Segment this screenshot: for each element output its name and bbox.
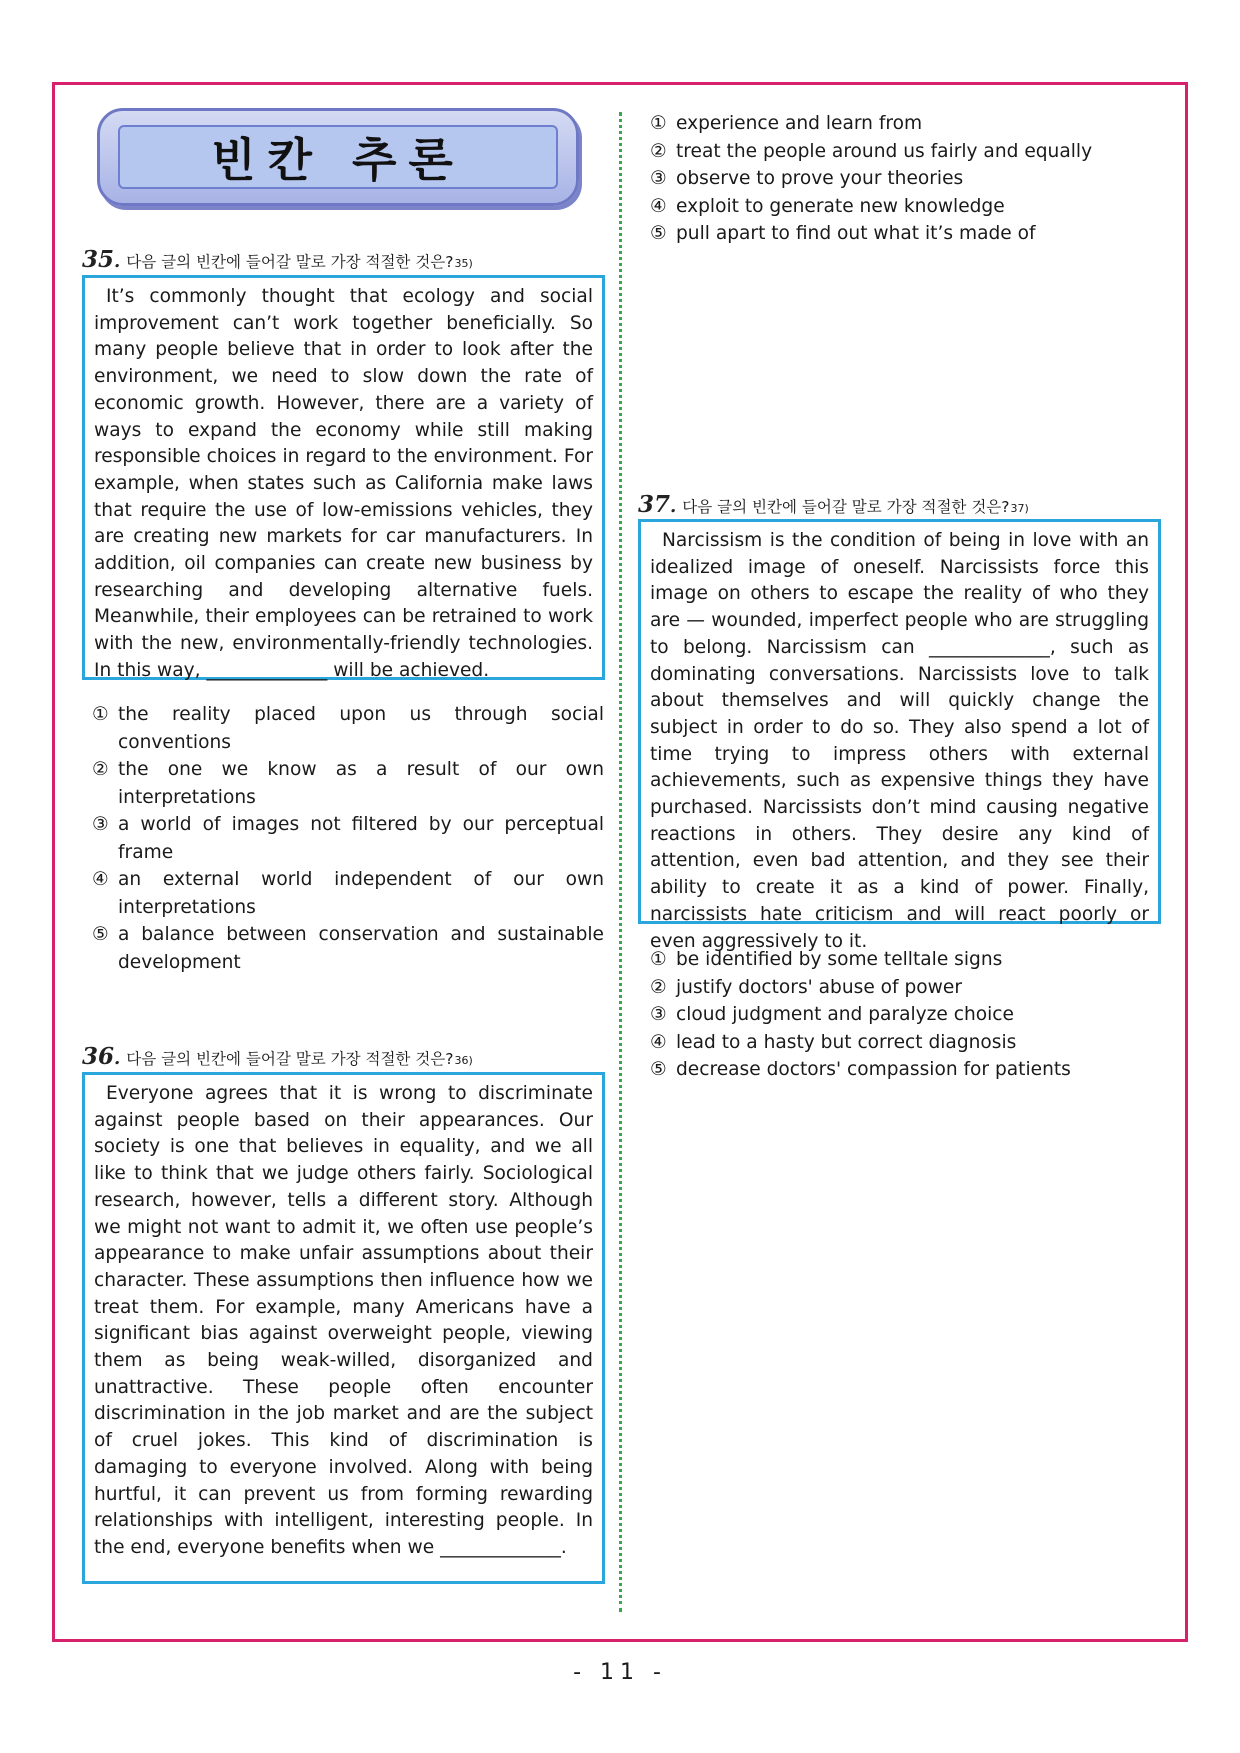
question-35-choices bbox=[92, 701, 604, 976]
choice-item[interactable] bbox=[92, 701, 604, 756]
choice-number: ③ bbox=[650, 168, 667, 189]
question-37-number: 37. bbox=[638, 491, 677, 518]
choice-text: cloud judgment and paralyze choice bbox=[676, 1004, 1014, 1025]
choice-number: ① bbox=[92, 704, 109, 725]
choice-number: ① bbox=[650, 113, 667, 134]
question-35-passage: It’s commonly thought that ecology and social improvement can’t work together beneficially. So many people believe that in order to look after the environment, we need to slow down the rate of economic growth. However, there are a variety of ways to expand the economy while still making responsible choices in regard to the environment. For example, when states such as California make laws that require the use of low-emissions vehicles, they are creating new markets for car manufacturers. In addition, oil companies can create new business by researching and developing alternative fuels. Meanwhile, their employees can be retrained to work with the new, environmentally-friendly technologies. In this way, _____________ will be achieved. bbox=[94, 286, 593, 681]
choice-item[interactable] bbox=[92, 866, 604, 921]
question-36-footnote: 36) bbox=[454, 1054, 473, 1067]
section-title-plate bbox=[118, 125, 558, 189]
choice-text: pull apart to find out what it’s made of bbox=[676, 223, 1036, 244]
question-36-header bbox=[82, 1043, 473, 1070]
choice-item[interactable] bbox=[650, 1056, 1150, 1084]
choice-text: treat the people around us fairly and equally bbox=[676, 140, 1093, 162]
choice-text: an external world independent of our own interpretations bbox=[118, 869, 604, 918]
choice-item[interactable] bbox=[650, 974, 1150, 1002]
choice-text: experience and learn from bbox=[676, 113, 923, 134]
page-number: - 11 - bbox=[573, 1660, 667, 1685]
choice-text: justify doctors' abuse of power bbox=[676, 976, 962, 998]
question-36-passage: Everyone agrees that it is wrong to discriminate against people based on their appearances. Our society is one that believes in equality, and we all like to think that we judge others fairly. Sociological research, however, tells a different story. Although we might not want to admit it, we often use people’s appearance to make unfair assumptions about their character. These assumptions then influence how we treat them. For example, many Americans have a significant bias against overweight people, viewing them as being weak-willed, disorganized and unattractive. These people often encounter discrimination in the job market and are the subject of cruel jokes. This kind of discrimination is damaging to everyone involved. Along with being hurtful, it can prevent us from forming rewarding relationships with intelligent, interesting people. In the end, everyone benefits when we _____________. bbox=[94, 1083, 593, 1558]
question-35-passage-box bbox=[82, 275, 605, 680]
choice-text: the reality placed upon us through social conventions bbox=[118, 704, 604, 753]
choice-item[interactable] bbox=[92, 811, 604, 866]
choice-number: ② bbox=[92, 759, 109, 780]
choice-item[interactable] bbox=[650, 193, 1150, 221]
choice-number: ② bbox=[650, 140, 667, 162]
choice-item[interactable] bbox=[650, 165, 1150, 193]
question-35-number: 35. bbox=[82, 246, 121, 273]
question-37-footnote: 37) bbox=[1010, 502, 1029, 515]
choice-text: the one we know as a result of our own interpretations bbox=[118, 759, 604, 808]
question-37-passage: Narcissism is the condition of being in love with an idealized image of oneself. Narcissists force this image on others to escape the reality of who they are — wounded, imperfect people who are struggling to belong. Narcissism can _____________, such as dominating conversations. Narcissists love to talk about themselves and will quickly change the subject in order to do so. They also spend a lot of time trying to impress others with external achievements, such as expensive things they have purchased. Narcissists don’t mind causing negative reactions in others. They desire any kind of attention, even bad attention, and they see their ability to create it as a kind of power. Finally, narcissists hate criticism and will react poorly or even aggressively to it. bbox=[650, 530, 1149, 952]
choice-number: ④ bbox=[650, 195, 667, 217]
question-35-prompt: 다음 글의 빈칸에 들어갈 말로 가장 적절한 것은? bbox=[126, 253, 454, 271]
question-36-choices bbox=[650, 110, 1150, 248]
choice-item[interactable] bbox=[650, 220, 1150, 248]
choice-number: ④ bbox=[650, 1031, 667, 1053]
choice-item[interactable] bbox=[92, 756, 604, 811]
choice-item[interactable] bbox=[650, 1029, 1150, 1057]
choice-text: a balance between conservation and sustainable development bbox=[118, 924, 604, 973]
question-36-number: 36. bbox=[82, 1043, 121, 1070]
question-36-passage-box bbox=[82, 1072, 605, 1584]
choice-number: ⑤ bbox=[650, 223, 667, 244]
question-37-passage-box bbox=[638, 519, 1161, 952]
section-title-banner bbox=[97, 108, 579, 206]
question-37-header bbox=[638, 491, 1029, 518]
choice-number: ⑤ bbox=[650, 1059, 667, 1080]
column-divider bbox=[619, 112, 622, 1612]
question-36-prompt: 다음 글의 빈칸에 들어갈 말로 가장 적절한 것은? bbox=[126, 1050, 454, 1068]
choice-text: a world of images not filtered by our perceptual frame bbox=[118, 814, 604, 863]
choice-text: observe to prove your theories bbox=[676, 168, 964, 189]
choice-number: ① bbox=[650, 949, 667, 970]
choice-text: decrease doctors' compassion for patients bbox=[676, 1059, 1071, 1080]
question-35-footnote: 35) bbox=[454, 257, 473, 270]
section-title: 빈칸 추론 bbox=[211, 133, 465, 187]
choice-text: exploit to generate new knowledge bbox=[676, 195, 1005, 217]
choice-number: ③ bbox=[92, 814, 109, 835]
choice-item[interactable] bbox=[650, 946, 1150, 974]
choice-item[interactable] bbox=[92, 921, 604, 976]
question-35-header bbox=[82, 246, 473, 273]
choice-number: ② bbox=[650, 976, 667, 998]
choice-number: ⑤ bbox=[92, 924, 109, 945]
choice-item[interactable] bbox=[650, 1001, 1150, 1029]
choice-number: ③ bbox=[650, 1004, 667, 1025]
choice-item[interactable] bbox=[650, 110, 1150, 138]
choice-text: be identified by some telltale signs bbox=[676, 949, 1003, 970]
question-37-prompt: 다음 글의 빈칸에 들어갈 말로 가장 적절한 것은? bbox=[682, 498, 1010, 516]
question-37-choices bbox=[650, 946, 1150, 1084]
choice-number: ④ bbox=[92, 869, 109, 890]
choice-item[interactable] bbox=[650, 138, 1150, 166]
choice-text: lead to a hasty but correct diagnosis bbox=[676, 1031, 1017, 1053]
